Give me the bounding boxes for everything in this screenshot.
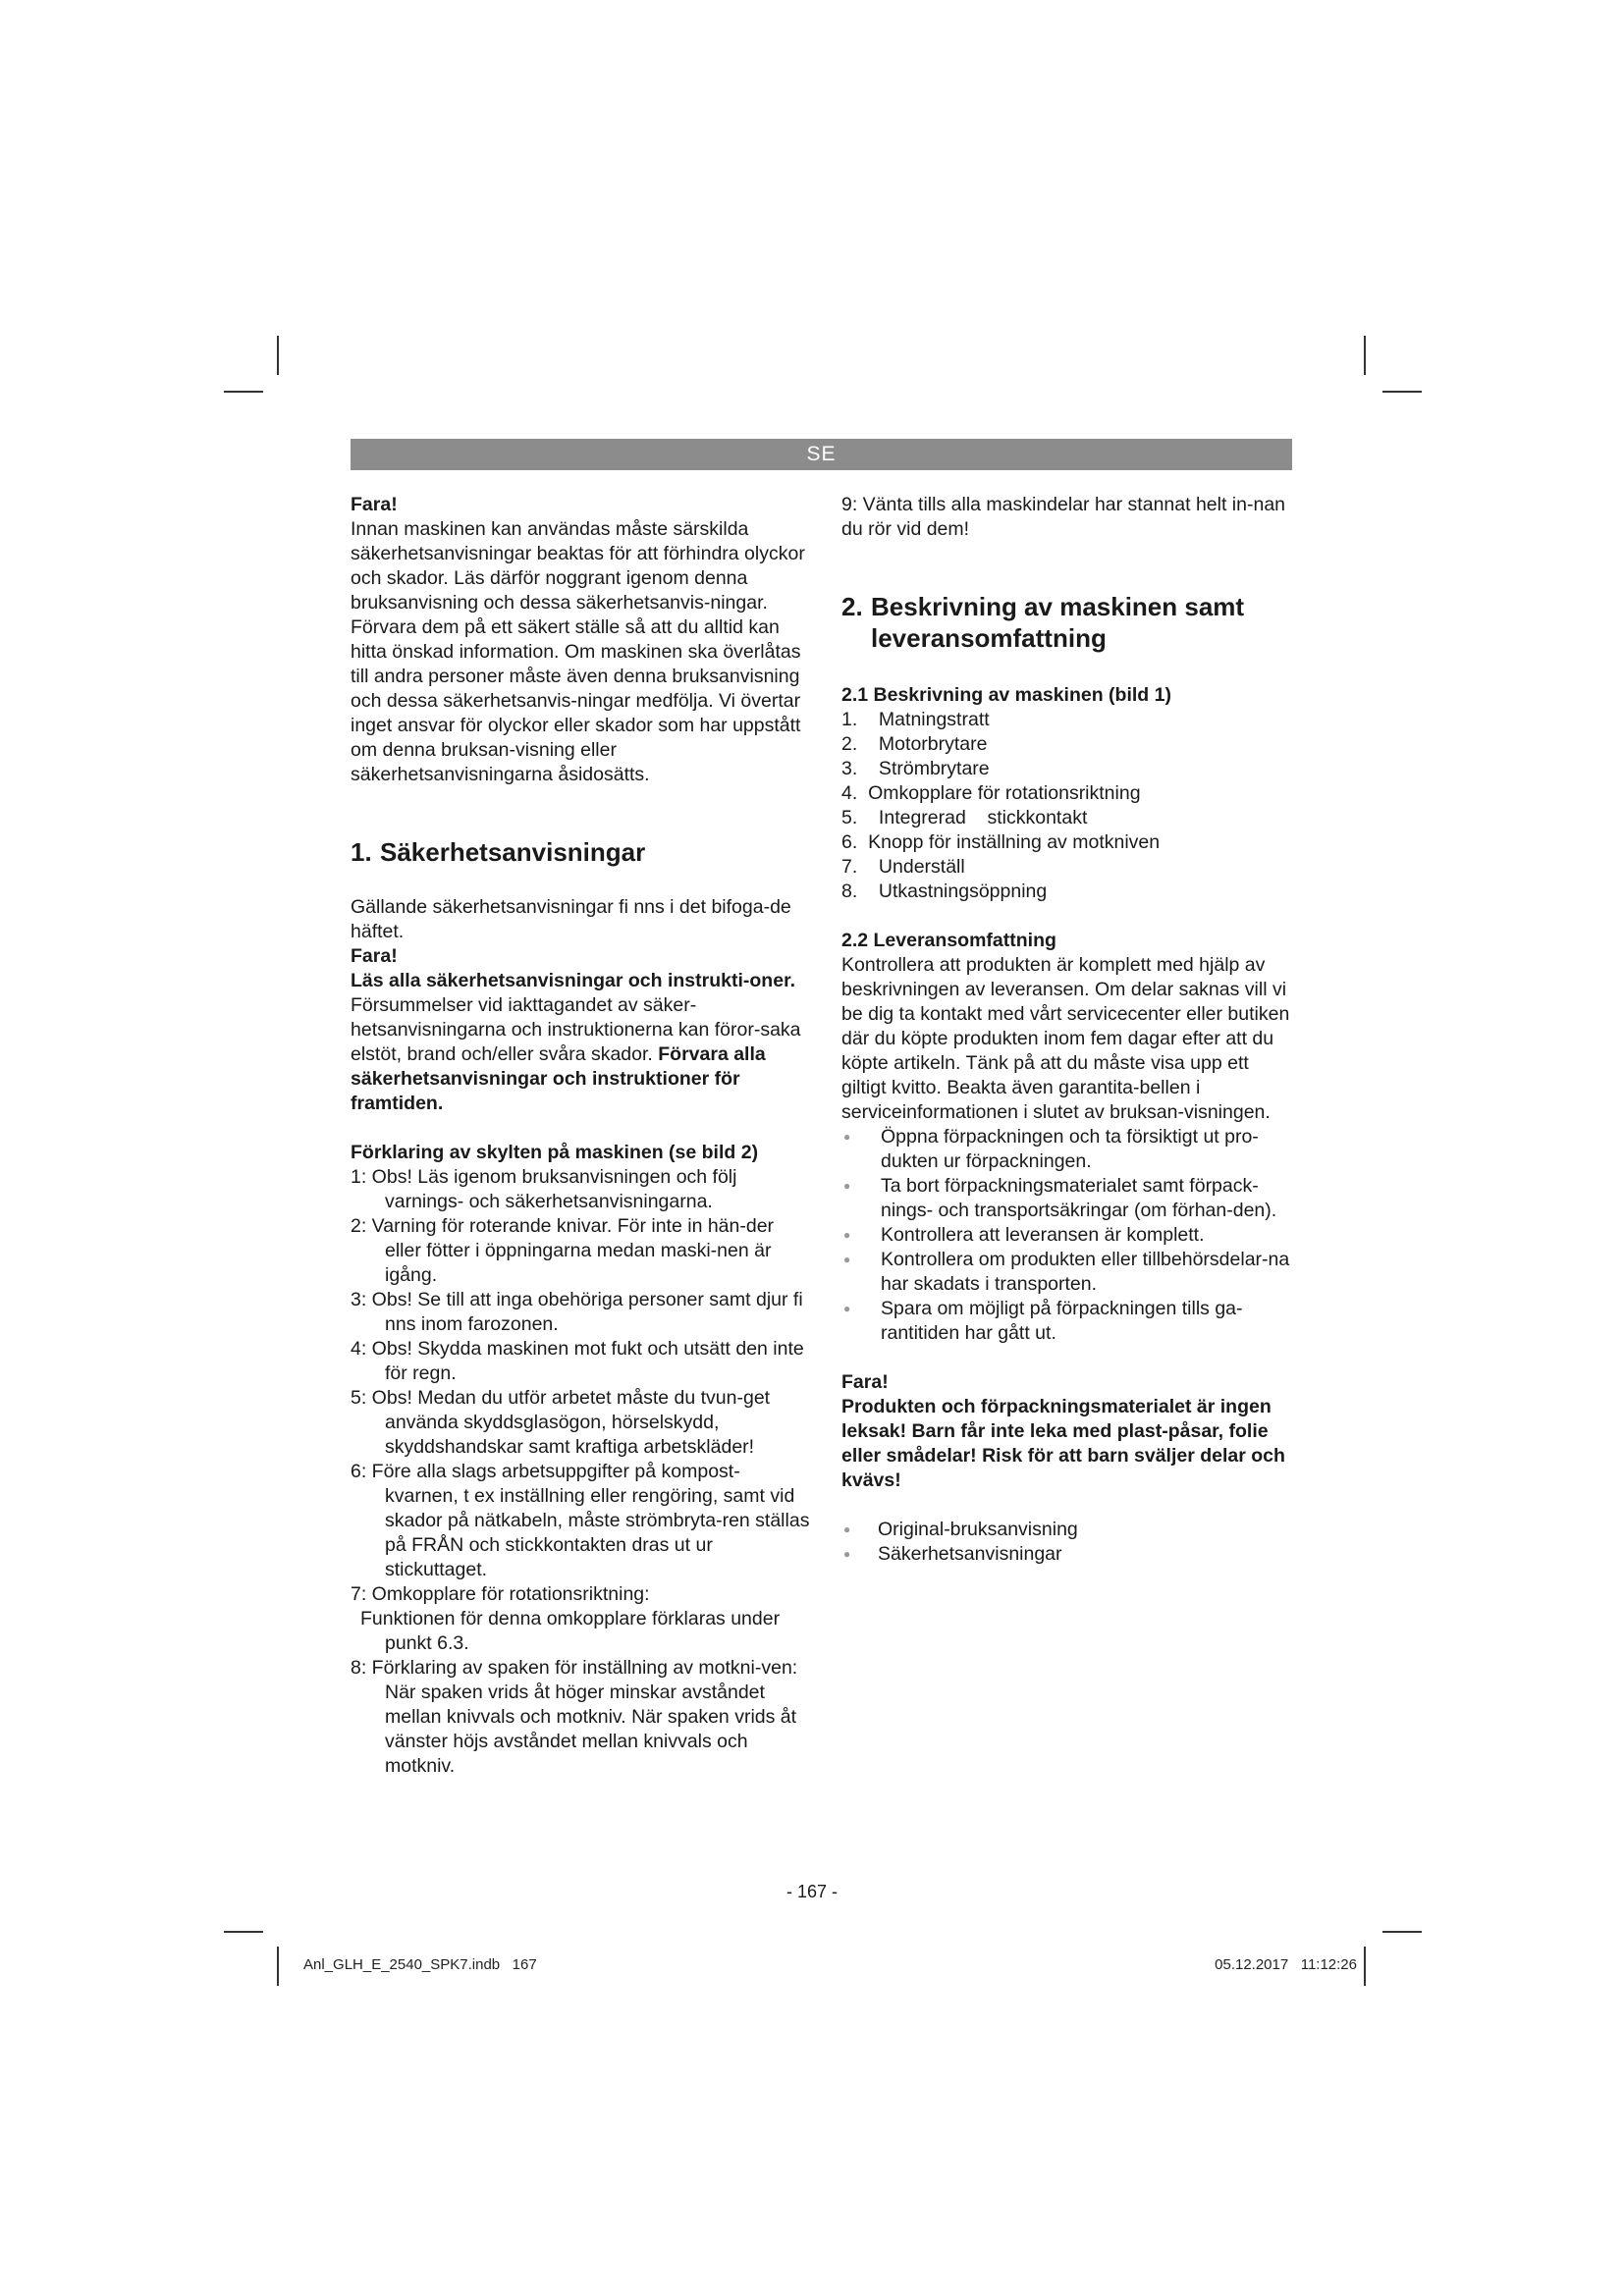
language-header-bar: SE [351,439,1292,470]
section-1-intro: Gällande säkerhetsanvisningar fi nns i det bifoga-de häftet. [351,896,791,942]
subsection-2-1-title: 2.1 Beskrivning av maskinen (bild 1) [841,684,1171,706]
included-items-list [841,1518,1298,1567]
warning-bold-lead: Läs alla säkerhetsanvisningar och instrukti-oner. [351,970,795,991]
sign-explanation-heading: Förklaring av skylten på maskinen (se bild 2) [351,1142,759,1163]
sign-explanation-list-cont [351,1656,812,1681]
crop-mark [277,336,279,375]
machine-parts-list [841,708,1298,904]
list-item: ● Öppna förpackningen och ta försiktigt ut pro-dukten ur förpackningen. [841,1125,1298,1174]
crop-mark [224,1931,263,1933]
sign-explanation-list [351,1165,812,1607]
crop-mark [1382,1931,1422,1933]
list-item: 6: Före alla slags arbetsuppgifter på kompost-kvarnen, t ex inställning eller rengöring, samt vid skador på nätkabeln, måste strömbryta-ren ställas på FRÅN och stickkontakten dras ut ur stickuttaget. [351,1461,810,1580]
unpacking-steps-list [841,1125,1298,1346]
crop-mark [1364,336,1366,375]
subsection-2-2-title: 2.2 Leveransomfattning [841,930,1056,951]
list-item: 8. Utkastningsöppning [841,881,1048,902]
warning-text: Försummelser vid iakttagandet av säker-hetsanvisningarna och instruktionerna kan föror-saka elstöt, brand och/eller svåra skador. [351,994,801,1065]
list-item: 1: Obs! Läs igenom bruksanvisningen och följ varnings- och säkerhetsanvisningarna. [351,1166,737,1212]
list-item: 6. Knopp för inställning av motkniven [841,831,1161,853]
crop-mark [224,391,263,393]
section-1-danger: Fara! [351,945,398,967]
crop-mark [1382,391,1422,393]
sign-item-8-continuation: När spaken vrids åt höger minskar avståndet mellan knivvals och motkniv. När spaken vrids åt vänster höjs avståndet mellan knivvals och motkniv. [385,1682,797,1777]
list-item: 5. Integrerad stickkontakt [841,807,1088,828]
section-1-title: Säkerhetsanvisningar [380,837,646,867]
list-item: ● Spara om möjligt på förpackningen tills ga-rantitiden har gått ut. [841,1297,1298,1346]
warning-bold-tail: Förvara alla säkerhetsanvisningar och instruktioner för framtiden. [351,1043,766,1114]
list-item: 2: Varning för roterande knivar. För inte in hän-der eller fötter i öppningarna medan maski-nen är igång. [351,1215,775,1286]
list-item: 4: Obs! Skydda maskinen mot fukt och utsätt den inte för regn. [351,1338,804,1384]
danger-2-heading: Fara! [841,1371,889,1393]
section-2-title: Beskrivning av maskinen samt leveransomfattning [871,592,1245,653]
list-item: ● Original-bruksanvisning [841,1518,1298,1542]
list-item: 7: Omkopplare för rotationsriktning: [351,1583,650,1605]
subsection-2-2-text: Kontrollera att produkten är komplett med hjälp av beskrivningen av leveransen. Om delar saknas vill vi be dig ta kontakt med vårt servicecenter eller butiken där du köpte produkten inom fem dagar efter att du köpte artikeln. Tänk på att du måste visa upp ett giltigt kvitto. Beakta även garantita-bellen i serviceinformationen i slutet av bruksan-visningen. [841,954,1290,1123]
crop-mark [277,1947,279,1986]
list-item: 4. Omkopplare för rotationsriktning [841,782,1141,804]
list-item: 7. Underställ [841,856,965,878]
crop-mark [1364,1947,1366,1986]
sign-item-7-continuation: Funktionen för denna omkopplare förklaras under punkt 6.3. [360,1608,781,1654]
section-2-number: 2. [841,592,863,621]
section-1-heading [351,836,812,868]
list-item: ● Kontrollera om produkten eller tillbehörsdelar-na har skadats i transporten. [841,1248,1298,1297]
left-column [351,493,812,1779]
danger-2-text: Produkten och förpackningsmaterialet är ingen leksak! Barn får inte leka med plast-påsar, folie eller smådelar! Risk för att barn sväljer delar och kvävs! [841,1396,1285,1491]
section-1-number: 1. [351,837,372,867]
danger-text: Innan maskinen kan användas måste särskilda säkerhetsanvisningar beaktas för att förhindra olyckor och skador. Läs därför noggrant igenom denna bruksanvisning och dessa säkerhetsanvis-ningar. Förvara dem på ett säkert ställe så att du alltid kan hitta önskad information. Om maskinen ska överlåtas till andra personer måste även denna bruksanvisning och dessa säkerhetsanvis-ningar medfölja. Vi övertar inget ansvar för olyckor eller skador som har uppstått om denna bruksan-visning eller säkerhetsanvisningarna åsidosätts. [351,518,805,785]
list-item: 3. Strömbrytare [841,758,990,779]
sign-item-9: 9: Vänta tills alla maskindelar har stannat helt in-nan du rör vid dem! [841,494,1286,540]
list-item: 8: Förklaring av spaken för inställning av motkni-ven: [351,1657,798,1679]
list-item: ● Säkerhetsanvisningar [841,1542,1298,1567]
list-item: ● Kontrollera att leveransen är komplett. [841,1223,1298,1248]
list-item: 1. Matningstratt [841,709,990,730]
list-item: 5: Obs! Medan du utför arbetet måste du tvun-get använda skyddsglasögon, hörselskydd, skyddshandskar samt kraftiga arbetskläder! [351,1387,771,1458]
right-column [841,493,1298,1567]
section-2-heading [841,591,1298,654]
page-number: - 167 - [785,1882,839,1901]
print-timestamp: 05.12.2017 11:12:26 [1215,1956,1357,1973]
print-file-name: Anl_GLH_E_2540_SPK7.indb 167 [303,1956,537,1973]
list-item: ● Ta bort förpackningsmaterialet samt förpack-nings- och transportsäkringar (om förhan-den). [841,1174,1298,1223]
list-item: 3: Obs! Se till att inga obehöriga personer samt djur fi nns inom farozonen. [351,1289,803,1335]
list-item: 2. Motorbrytare [841,733,988,755]
danger-heading: Fara! [351,494,398,515]
section-1-warning [351,969,812,1116]
